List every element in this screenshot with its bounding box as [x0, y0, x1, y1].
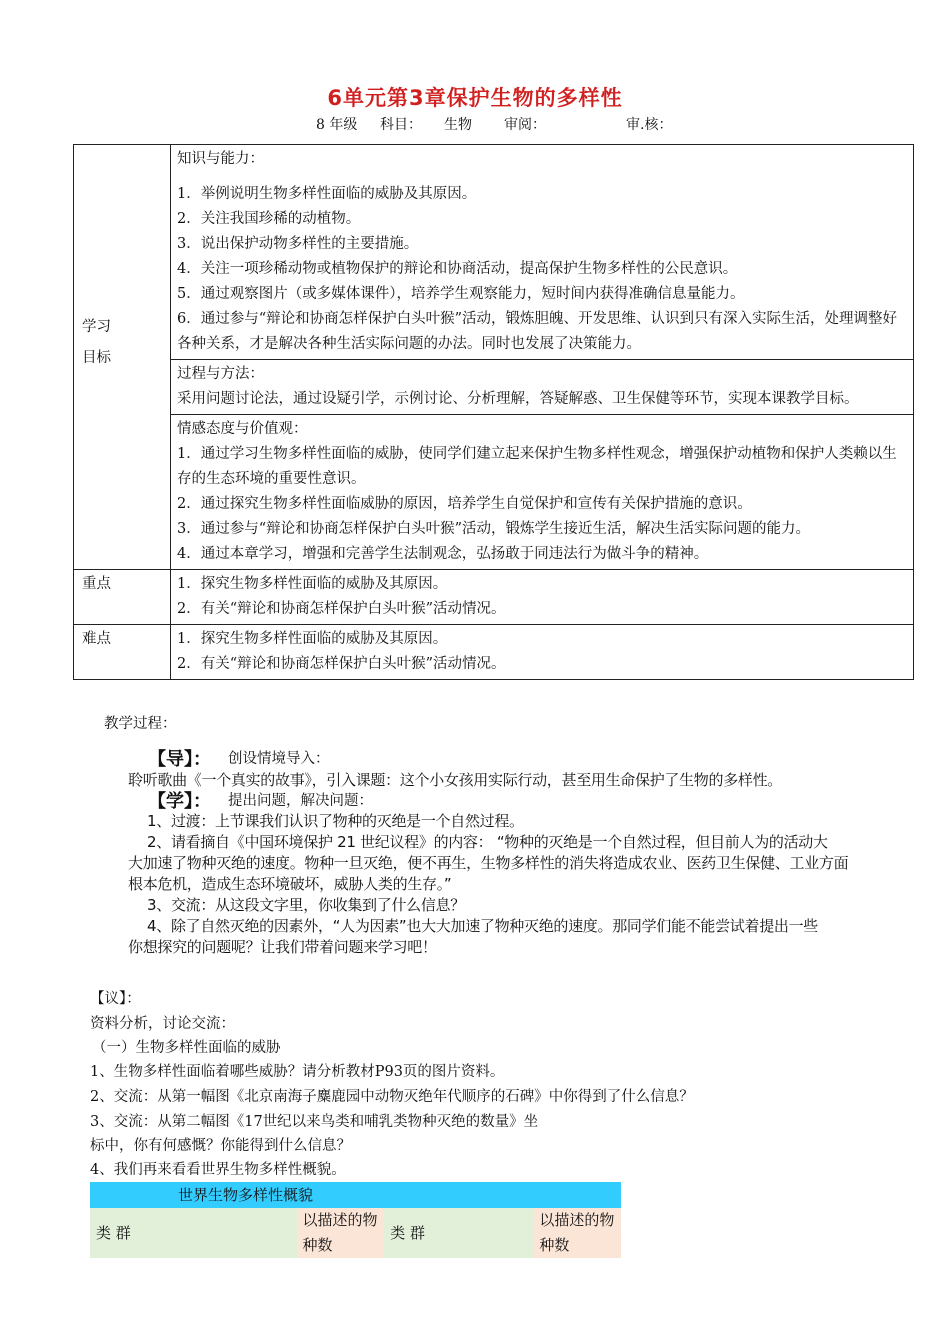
- goal-label-cell: [74, 145, 171, 570]
- emotion-cell: [171, 415, 914, 570]
- subject: 生物: [444, 117, 472, 133]
- approve-label: 审.核：: [626, 117, 673, 133]
- discussion-line: 3、交流：从第二幅图《17世纪以来鸟类和哺乳类物种灭绝的数量》坐: [90, 1114, 539, 1130]
- emotion-item: 4．通过本章学习，增强和完善学生法制观念，弘扬敢于同违法行为做斗争的精神。: [177, 546, 709, 562]
- xue-line: 3、交流：从这段文字里，你收集到了什么信息？: [147, 896, 465, 914]
- xue-line: 大加速了物种灭绝的速度。物种一旦灭绝，便不再生，生物多样性的消失将造成农业、医药卫生保健、工业方面: [128, 854, 849, 872]
- key-cell: [171, 570, 914, 625]
- xue-line: 2、请看摘自《中国环境保护 21 世纪议程》的内容： “物种的灭绝是一个自然过程，但目前人为的活动大: [147, 833, 828, 851]
- key-row: [74, 570, 914, 625]
- col-count: 以描述的物种数: [533, 1208, 621, 1258]
- discussion-line: 1、生物多样性面临着哪些威胁？请分析教材P93页的图片资料。: [90, 1064, 505, 1080]
- page-title: 6单元第3章保护生物的多样性: [327, 86, 623, 110]
- difficult-cell: [171, 625, 914, 680]
- xue-line: 1、过渡：上节课我们认识了物种的灭绝是一个自然过程。: [147, 812, 524, 830]
- xue-mark: 【学】：: [148, 791, 211, 812]
- discussion-line: 资料分析，讨论交流：: [90, 1016, 235, 1032]
- subject-label: 科目：: [380, 117, 422, 133]
- col-count: 以描述的物种数: [297, 1208, 385, 1258]
- goal-label-2: 目标: [82, 350, 111, 366]
- discussion-mark: 【议】：: [90, 991, 141, 1007]
- emotion-item: 3．通过参与“辩论和协商怎样保护白头叶猴”活动，锻炼学生接近生活，解决生活实际问题的能力。: [177, 521, 811, 537]
- emotion-item: 1．通过学习生物多样性面临的威胁，使同学们建立起来保护生物多样性观念，增强保护动植物和保护人类赖以生存的生态环境的重要性意识。: [177, 446, 897, 487]
- emotion-item: 2．通过探究生物多样性面临威胁的原因，培养学生自觉保护和宣传有关保护措施的意识。: [177, 496, 752, 512]
- world-table-title: 世界生物多样性概貌: [90, 1182, 621, 1208]
- goals-row: [74, 145, 914, 360]
- goals-table: [73, 144, 914, 680]
- col-group: 类 群: [384, 1208, 533, 1258]
- xue-line: 你想探究的问题呢？让我们带着问题来学习吧！: [128, 938, 437, 956]
- discussion-line: 2、交流：从第一幅图《北京南海子麋鹿园中动物灭绝年代顺序的石碑》中你得到了什么信息？: [90, 1089, 694, 1105]
- world-header-row: [90, 1182, 621, 1208]
- col-group: 类 群: [90, 1208, 297, 1258]
- discussion-line: 4、我们再来看看世界生物多样性概貌。: [90, 1162, 346, 1178]
- difficult-item: 1．探究生物多样性面临的威胁及其原因。: [177, 631, 448, 647]
- xue-line: 根本危机，造成生态环境破坏，威胁人类的生存。”: [128, 875, 452, 893]
- key-label: 重点: [74, 570, 171, 625]
- knowledge-title: 知识与能力：: [177, 151, 264, 167]
- world-table: [90, 1182, 621, 1258]
- process-heading: 教学过程：: [104, 716, 177, 732]
- knowledge-item: 5．通过观察图片（或多媒体课件），培养学生观察能力，短时间内获得准确信息量能力。: [177, 286, 745, 302]
- world-column-row: [90, 1208, 621, 1258]
- grade: 8 年级: [316, 117, 358, 133]
- knowledge-item: 6．通过参与“辩论和协商怎样保护白头叶猴”活动，锻炼胆魄、开发思维、认识到只有深入实际生活，处理调整好各种关系，才是解决各种生活实际问题的办法。同时也发展了决策能力。: [177, 311, 898, 352]
- knowledge-item: 2．关注我国珍稀的动植物。: [177, 211, 361, 227]
- xue-line: 4、除了自然灭绝的因素外，“人为因素”也大大加速了物种灭绝的速度。那同学们能不能尝试着提出一些: [147, 917, 818, 935]
- process-text: 采用问题讨论法，通过设疑引学，示例讨论、分析理解，答疑解惑、卫生保健等环节，实现本课教学目标。: [177, 391, 859, 407]
- knowledge-item: 4．关注一项珍稀动物或植物保护的辩论和协商活动，提高保护生物多样性的公民意识。: [177, 261, 738, 277]
- dao-text: 创设情境导入：: [228, 751, 330, 767]
- discussion-line: （一）生物多样性面临的威胁: [92, 1040, 281, 1056]
- knowledge-item: 3．说出保护动物多样性的主要措施。: [177, 236, 419, 252]
- discussion-line: 标中，你有何感慨？你能得到什么信息？: [90, 1138, 351, 1154]
- process-cell: [171, 360, 914, 415]
- emotion-title: 情感态度与价值观：: [177, 421, 308, 437]
- dao-line: 聆听歌曲《一个真实的故事》，引入课题：这个小女孩用实际行动，甚至用生命保护了生物的多样性。: [128, 771, 783, 789]
- process-title: 过程与方法：: [177, 366, 264, 382]
- difficult-row: [74, 625, 914, 680]
- dao-mark: 【导】：: [148, 749, 211, 770]
- key-item: 1．探究生物多样性面临的威胁及其原因。: [177, 576, 448, 592]
- difficult-item: 2．有关“辩论和协商怎样保护白头叶猴”活动情况。: [177, 656, 506, 672]
- difficult-label: 难点: [74, 625, 171, 680]
- knowledge-cell: [171, 145, 914, 360]
- review-label: 审阅：: [504, 117, 546, 133]
- knowledge-item: 1．举例说明生物多样性面临的威胁及其原因。: [177, 186, 477, 202]
- key-item: 2．有关“辩论和协商怎样保护白头叶猴”活动情况。: [177, 601, 506, 617]
- xue-text: 提出问题，解决问题：: [228, 793, 373, 809]
- goal-label-1: 学习: [82, 319, 111, 335]
